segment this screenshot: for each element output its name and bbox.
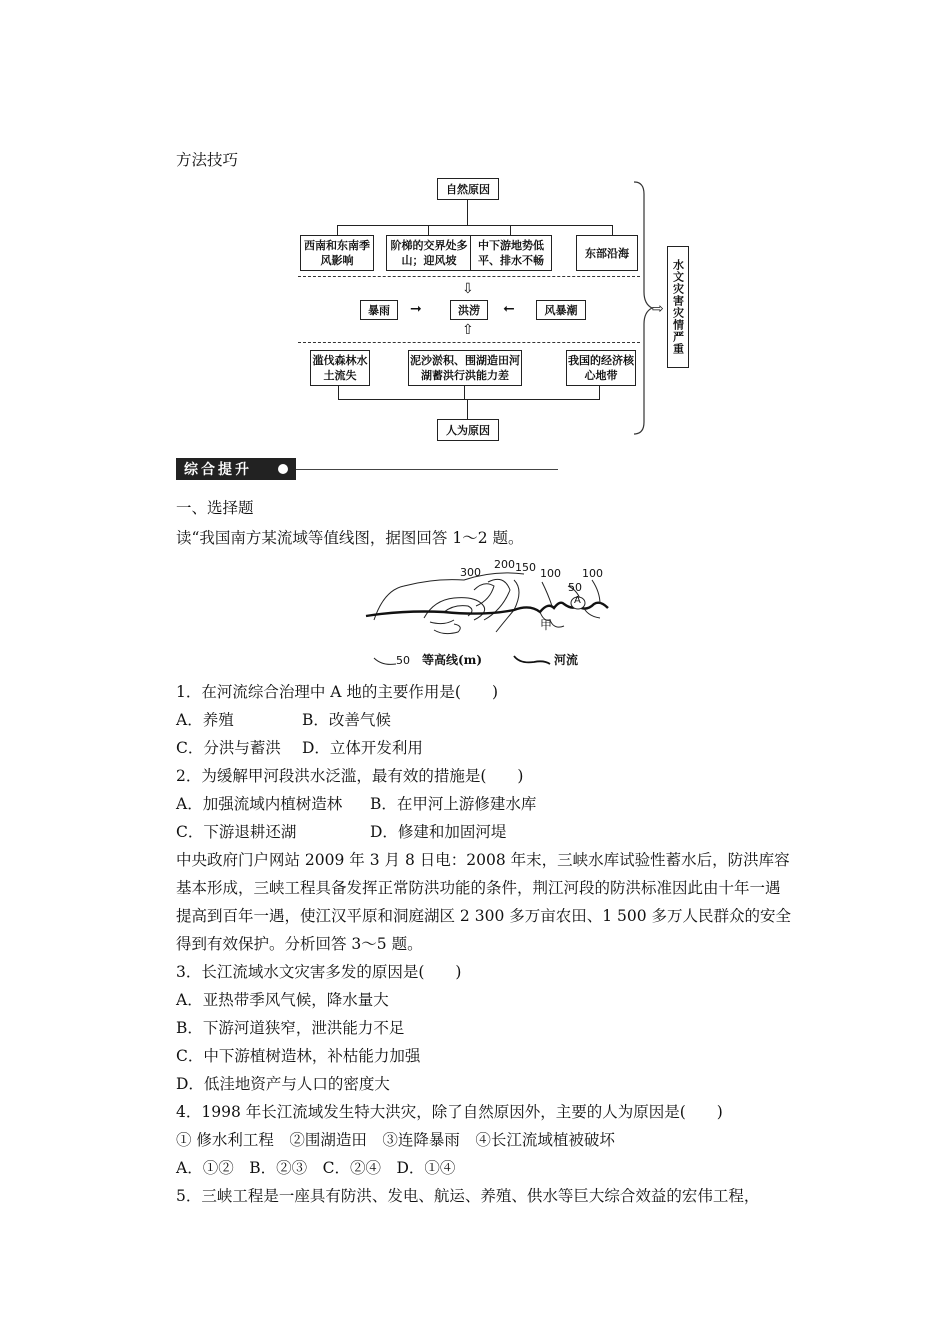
q2-option-a: A．加强流域内植树造林 — [176, 795, 343, 813]
passage-line-3: 提高到百年一遇，使江汉平原和洞庭湖区 2 300 多万亩农田、1 500 多万人民群众的安全 — [176, 907, 792, 925]
human-causes-box: 人为原因 — [437, 419, 499, 441]
contour-label-150: 150 — [515, 561, 536, 574]
q4-options: A．①② B．②③ C．②④ D．①④ — [176, 1159, 456, 1177]
contour-label-100a: 100 — [540, 567, 561, 580]
q4-stem: 4．1998 年长江流域发生特大洪灾，除了自然原因外，主要的人为原因是( ) — [176, 1103, 723, 1121]
legend-river-label: 河流 — [554, 653, 579, 667]
right-arrow-icon: ➞ — [410, 301, 422, 317]
q1-option-d: D．立体开发利用 — [302, 739, 423, 757]
left-arrow-icon: ➞ — [503, 301, 515, 317]
down-arrow-icon: ⇩ — [462, 281, 474, 297]
q2-option-c: C．下游退耕还湖 — [176, 823, 297, 841]
question-heading: 一、选择题 — [176, 499, 254, 517]
q3-option-c: C．中下游植树造林，补枯能力加强 — [176, 1047, 421, 1065]
banner-dot-icon — [278, 464, 288, 474]
rainstorm-box: 暴雨 — [360, 300, 398, 320]
result-arrow-icon: ⇨ — [652, 301, 664, 317]
passage-line-2: 基本形成，三峡工程具备发挥正常防洪功能的条件，荆江河段的防洪标准因此由十年一遇 — [176, 879, 781, 897]
q2-option-d: D．修建和加固河堤 — [370, 823, 507, 841]
flood-box: 洪涝 — [450, 300, 488, 320]
legend-contour-label: 等高线(m) — [422, 653, 483, 667]
q1-stem: 1．在河流综合治理中 A 地的主要作用是( ) — [176, 683, 499, 701]
natural-causes-box: 自然原因 — [437, 178, 499, 200]
right-brace-icon — [630, 180, 670, 436]
q3-option-d: D．低洼地资产与人口的密度大 — [176, 1075, 390, 1093]
contour-label-300: 300 — [460, 566, 481, 579]
human-item-economic-core: 我国的经济核心地带 — [566, 350, 636, 386]
q2-stem: 2．为缓解甲河段洪水泛滥，最有效的措施是( ) — [176, 767, 524, 785]
section-title: 方法技巧 — [176, 151, 239, 169]
q1-option-b: B．改善气候 — [302, 711, 391, 729]
q5-stem: 5．三峡工程是一座具有防洪、发电、航运、养殖、供水等巨大综合效益的宏伟工程， — [176, 1187, 760, 1205]
legend-contour-value: 50 — [396, 654, 410, 667]
contour-label-100b: 100 — [582, 567, 603, 580]
river-segment-jia-label: 甲 — [540, 618, 553, 632]
natural-item-terrain: 阶梯的交界处多山；迎风坡 — [386, 235, 472, 271]
contour-label-50: 50 — [568, 581, 582, 594]
intro-text: 读“我国南方某流域等值线图，据图回答 1～2 题。 — [176, 529, 524, 547]
natural-item-monsoon: 西南和东南季风影响 — [300, 235, 374, 271]
result-box: 水文灾害灾情严重 — [667, 246, 689, 368]
human-item-siltation: 泥沙淤积、围湖造田河湖蓄洪行洪能力差 — [408, 350, 522, 386]
q1-option-c: C．分洪与蓄洪 — [176, 739, 281, 757]
human-item-deforestation: 滥伐森林水土流失 — [310, 350, 370, 386]
q3-option-b: B．下游河道狭窄，泄洪能力不足 — [176, 1019, 405, 1037]
q4-items: ① 修水利工程 ②围湖造田 ③连降暴雨 ④长江流域植被破坏 — [176, 1131, 615, 1149]
passage-line-1: 中央政府门户网站 2009 年 3 月 8 日电：2008 年末，三峡水库试验性蓄水后，防洪库容 — [176, 851, 790, 869]
q1-option-a: A．养殖 — [176, 711, 234, 729]
q3-option-a: A．亚热带季风气候，降水量大 — [176, 991, 389, 1009]
q2-option-b: B．在甲河上游修建水库 — [370, 795, 537, 813]
natural-item-coast: 东部沿海 — [576, 235, 638, 271]
natural-item-lowland: 中下游地势低平、排水不畅 — [470, 235, 552, 271]
contour-label-200: 200 — [494, 558, 515, 571]
up-arrow-icon: ⇧ — [462, 322, 474, 338]
point-a-label: A — [574, 595, 581, 606]
section-banner: 综合提升 — [176, 458, 296, 480]
q3-stem: 3．长江流域水文灾害多发的原因是( ) — [176, 963, 462, 981]
passage-line-4: 得到有效保护。分析回答 3～5 题。 — [176, 935, 423, 953]
storm-surge-box: 风暴潮 — [536, 300, 586, 320]
